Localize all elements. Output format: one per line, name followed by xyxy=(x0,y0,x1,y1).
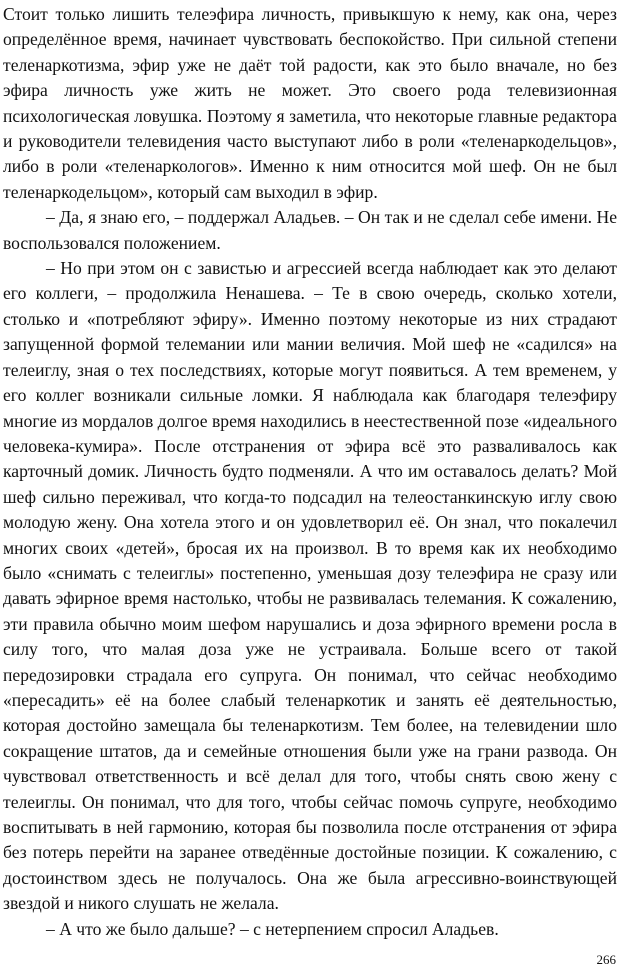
paragraph-4-dialogue: – А что же было дальше? – с нетерпением спросил Аладьев. xyxy=(46,918,499,939)
paragraph-1: Стоит только лишить телеэфира личность, привыкшую к нему, как она, через определённое время, начинает чувствовать беспокойство. При сильной степени теленаркотизма, эфир уже не даёт той радости, как это было вначале, но без эфира личность уже жить не может. Это своего рода телевизионная психологическая ловушка. Поэтому я заметила, что некоторые главные редактора и руководители телевидения часто выступают либо в роли «теленаркодельцов», либо в роли «теленаркологов». Именно к ним относится мой шеф. Он не был теленаркодельцом», который сам выходил в эфир. xyxy=(3,4,617,202)
paragraph-2-dialogue: – Да, я знаю его, – поддержал Аладьев. – Он так и не сделал себе имени. Не воспользовался положением. xyxy=(3,207,617,253)
paragraph-3-dialogue: – Но при этом он с завистью и агрессией всегда наблюдает как это делают его коллеги, – продолжила Ненашева. – Те в свою очередь, сколько хотели, столько и «потребляют эфиру». Именно поэтому некоторые из них страдают запущенной формой телемании или мании величия. Мой шеф не «садился» на телеиглу, зная о тех последствиях, которые могут появиться. А тем временем, у его коллег возникали сильные ломки. Я наблюдала как благодаря телеэфиру многие из мордалов долгое время находились в неестественной позе «идеального человека-кумира». После отстранения от эфира всё это разваливалось как карточный домик. Личность будто подменяли. А что им оставалось делать? Мой шеф сильно переживал, что когда-то подсадил на телеостанкинскую иглу свою молодую жену. Она хотела этого и он удовлетворил её. Он знал, что покалечил многих своих «детей», бросая их на произвол. В то время как их необходимо было «снимать с телеиглы» постепенно, уменьшая дозу телеэфира не сразу или давать эфирное время настолько, чтобы не развивалась телемания. К сожалению, эти правила обычно моим шефом нарушались и доза эфирного времени росла в силу того, что малая доза уже не устраивала. Больше всего от такой передозировки страдала его супруга. Он понимал, что сейчас необходимо «пересадить» её на более слабый теленаркотик и занять её деятельностью, которая достойно замещала бы теленаркотизм. Тем более, на телевидении шло сокращение штатов, да и семейные отношения были уже на грани развода. Он чувствовал ответственность и всё делал для того, чтобы снять свою жену с телеиглы. Он понимал, что для того, чтобы сейчас помочь супруге, необходимо воспитывать в ней гармонию, которая бы позволила после отстранения от эфира без потерь перейти на заранее отведённые достойные позиции. К сожалению, с достоинством здесь не получалось. Она же была агрессивно-воинствующей звездой и никого слушать не желала. xyxy=(3,258,617,914)
body-text xyxy=(3,2,617,942)
page-number: 266 xyxy=(596,952,616,967)
